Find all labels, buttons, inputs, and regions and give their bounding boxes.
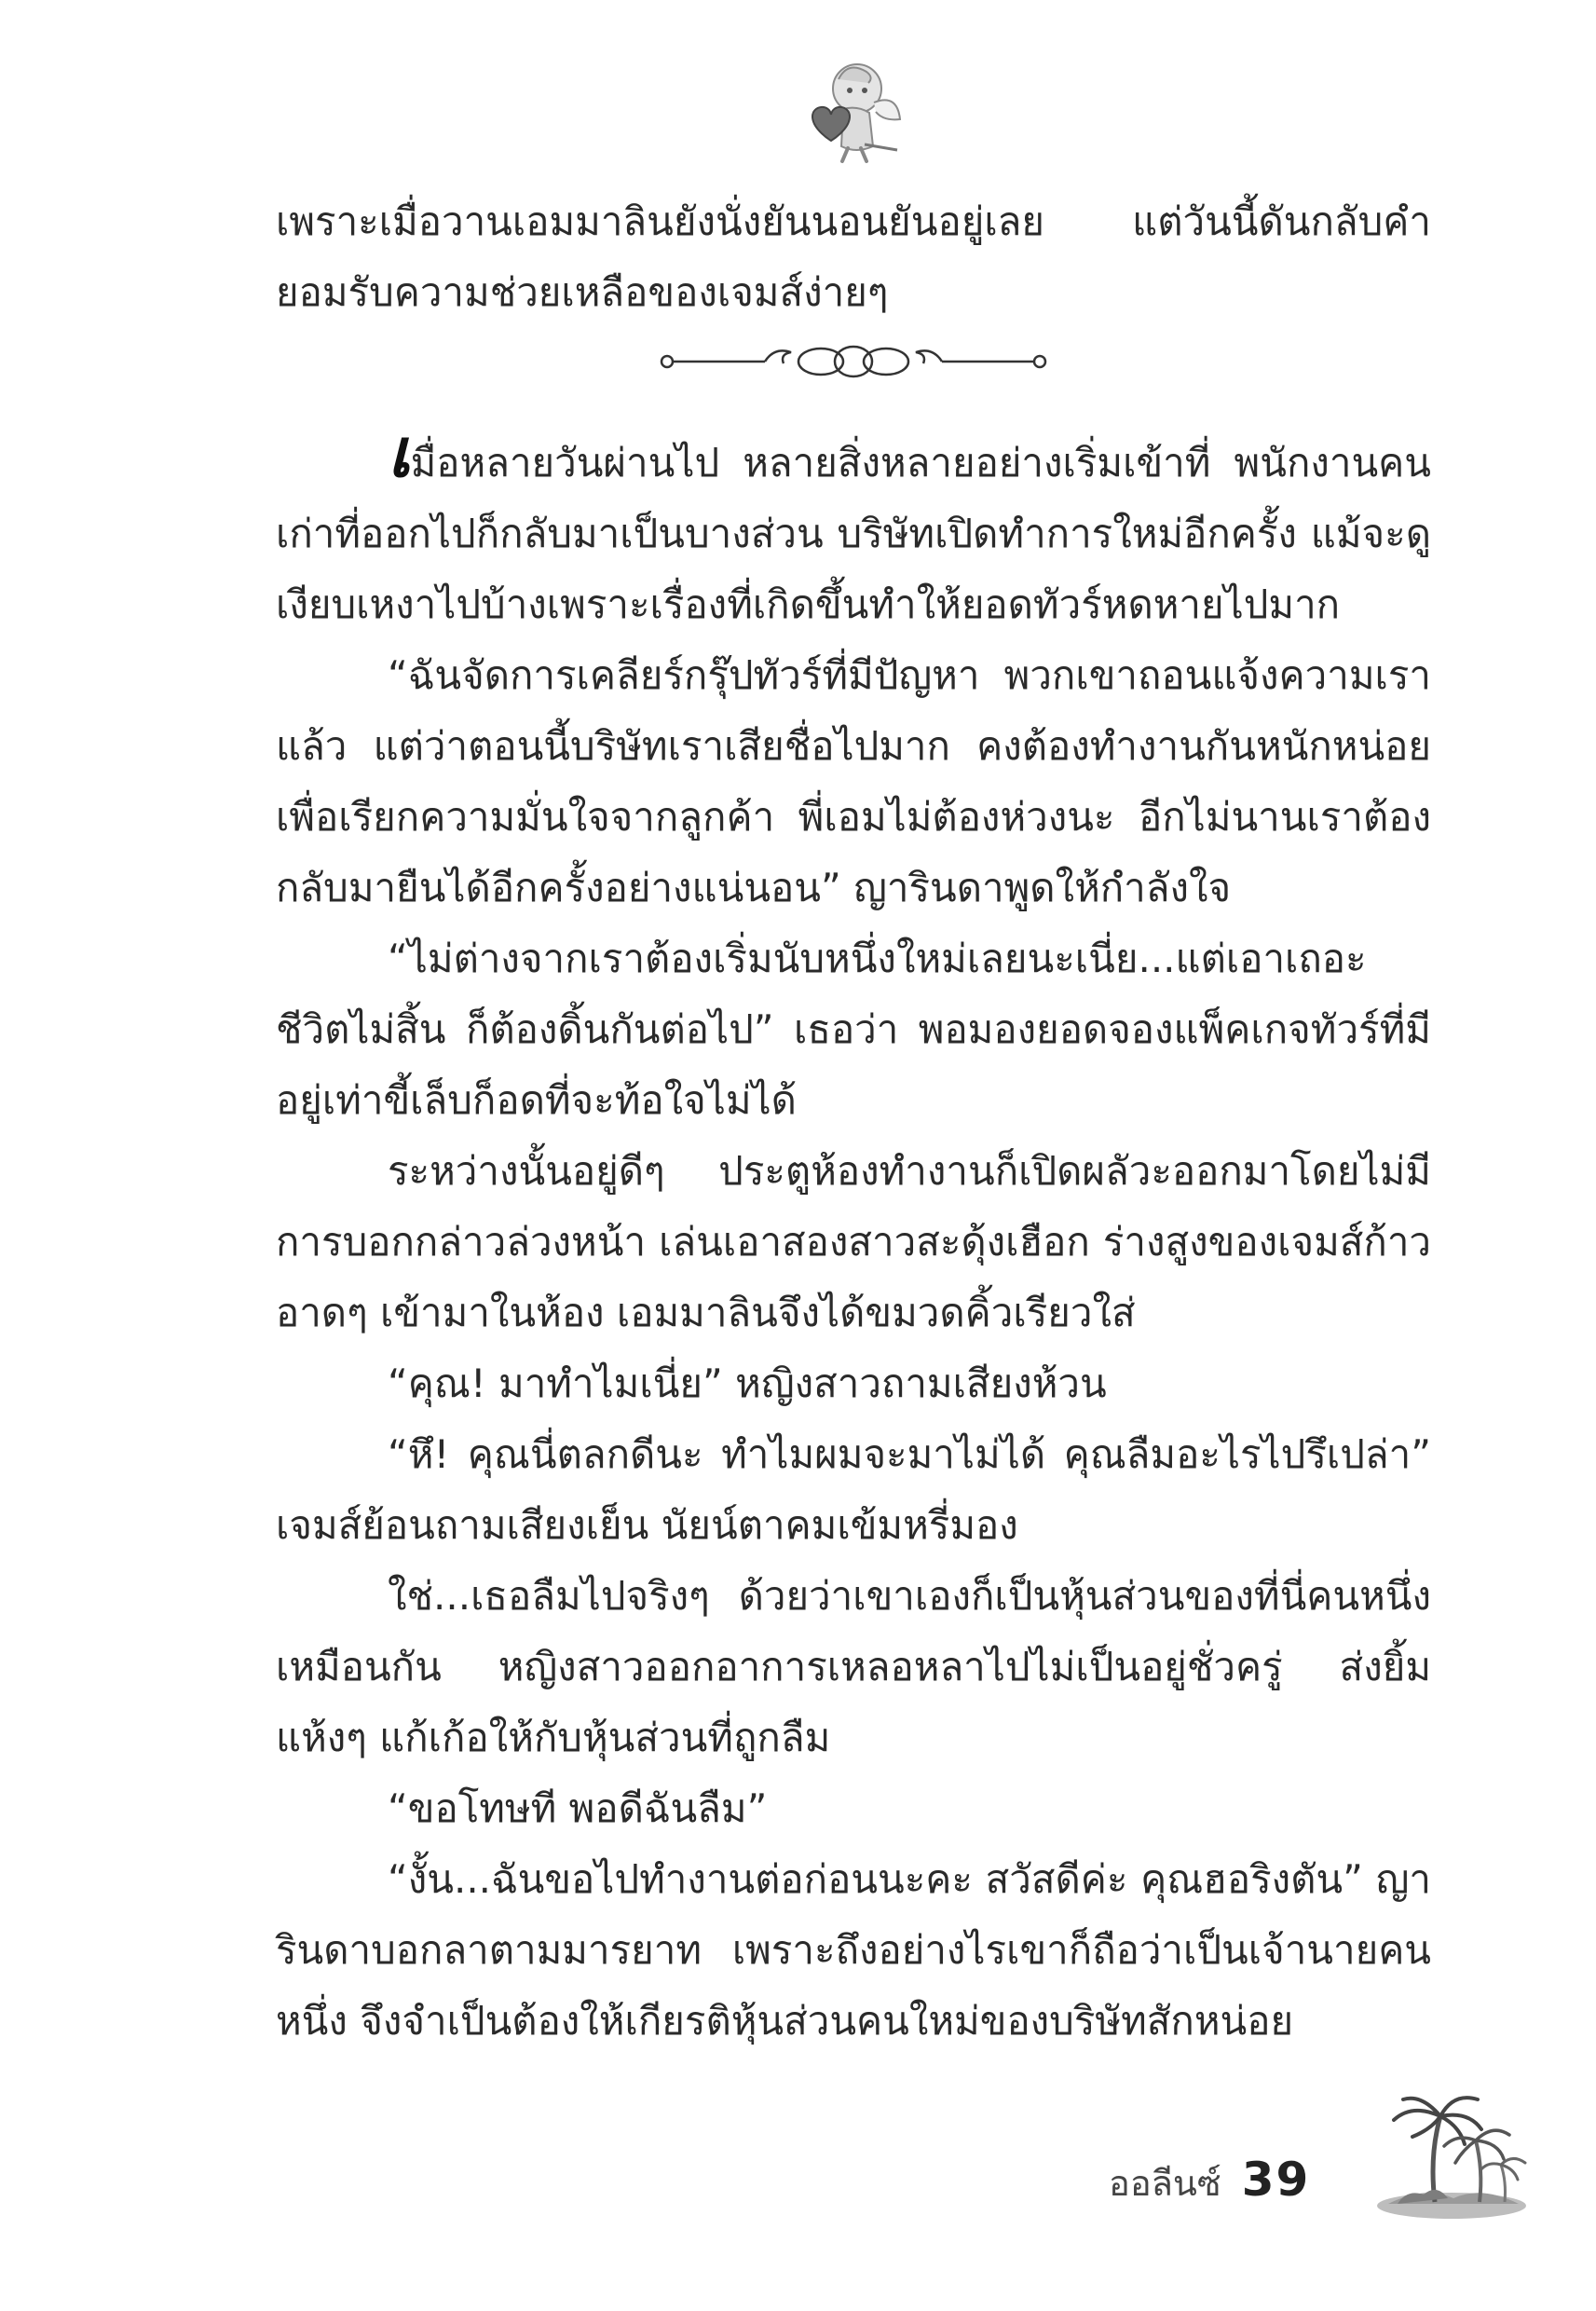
palm-trees-island-icon — [1370, 2092, 1533, 2222]
paragraph: “งั้น...ฉันขอไปทำงานต่อก่อนนะคะ สวัสดีค่ะ คุณฮอริงตัน” ญารินดาบอกลาตามมารยาท เพราะถึงอย่างไรเขาก็ถือว่าเป็นเจ้านายคนหนึ่ง จึงจำเป็นต้องให้เกียรติหุ้นส่วนคนใหม่ของบริษัทสักหน่อย — [276, 1856, 1431, 2044]
paragraph: “ขอโทษที พอดีฉันลืม” — [388, 1785, 768, 1831]
page-footer — [1109, 2153, 1310, 2211]
paragraph: เพราะเมื่อวานเอมมาลินยังนั่งยันนอนยันอยู่เลย แต่วันนี้ดันกลับคำยอมรับความช่วยเหลือของเจมส์ง่ายๆ — [276, 198, 1431, 315]
paragraph-text: มื่อหลายวันผ่านไป หลายสิ่งหลายอย่างเริ่มเข้าที่ พนักงานคนเก่าที่ออกไปก็กลับมาเป็นบางส่วน บริษัทเปิดทำการใหม่อีกครั้ง แม้จะดูเงียบเหงาไปบ้างเพราะเรื่องที่เกิดขึ้นทำให้ยอดทัวร์หดหายไปมาก — [276, 440, 1431, 627]
paragraph: ระหว่างนั้นอยู่ดีๆ ประตูห้องทำงานก็เปิดผลัวะออกมาโดยไม่มีการบอกกล่าวล่วงหน้า เล่นเอาสองสาวสะดุ้งเฮือก ร่างสูงของเจมส์ก้าวอาดๆ เข้ามาในห้อง เอมมาลินจึงได้ขมวดคิ้วเรียวใส่ — [276, 1148, 1431, 1335]
scroll-divider-icon — [658, 332, 1049, 388]
book-title: ออลีนซ์ — [1109, 2163, 1221, 2204]
paragraph: ใช่...เธอลืมไปจริงๆ ด้วยว่าเขาเองก็เป็นหุ้นส่วนของที่นี่คนหนึ่งเหมือนกัน หญิงสาวออกอาการเหลอหลาไปไม่เป็นอยู่ชั่วครู่ ส่งยิ้มแห้งๆ แก้เก้อให้กับหุ้นส่วนที่ถูกลืม — [276, 1573, 1431, 1760]
page-number: 39 — [1241, 2153, 1311, 2207]
paragraph: “ฉันจัดการเคลียร์กรุ๊ปทัวร์ที่มีปัญหา พวกเขาถอนแจ้งความเราแล้ว แต่ว่าตอนนี้บริษัทเราเสียชื่อไปมาก คงต้องทำงานกันหนักหน่อยเพื่อเรียกความมั่นใจจากลูกค้า พี่เอมไม่ต้องห่วงนะ อีกไม่นานเราต้องกลับมายืนได้อีกครั้งอย่างแน่นอน” ญารินดาพูดให้กำลังใจ — [276, 652, 1431, 910]
paragraph: “ไม่ต่างจากเราต้องเริ่มนับหนึ่งใหม่เลยนะเนี่ย...แต่เอาเถอะ ชีวิตไม่สิ้น ก็ต้องดิ้นกันต่อไป” เธอว่า พอมองยอดจองแพ็คเกจทัวร์ที่มีอยู่เท่าขี้เล็บก็อดที่จะท้อใจไม่ได้ — [276, 936, 1431, 1123]
dropcap: เ — [388, 414, 411, 492]
story-text — [276, 186, 1431, 2057]
paragraph: “หึ! คุณนี่ตลกดีนะ ทำไมผมจะมาไม่ได้ คุณลืมอะไรไปรึเปล่า” เจมส์ย้อนถามเสียงเย็น นัยน์ตาคมเข้มหรี่มอง — [276, 1431, 1431, 1548]
paragraph: “คุณ! มาทำไมเนี่ย” หญิงสาวถามเสียงห้วน — [388, 1361, 1107, 1406]
paragraph-with-dropcap — [276, 414, 1431, 640]
cupid-with-heart-icon — [792, 51, 908, 168]
